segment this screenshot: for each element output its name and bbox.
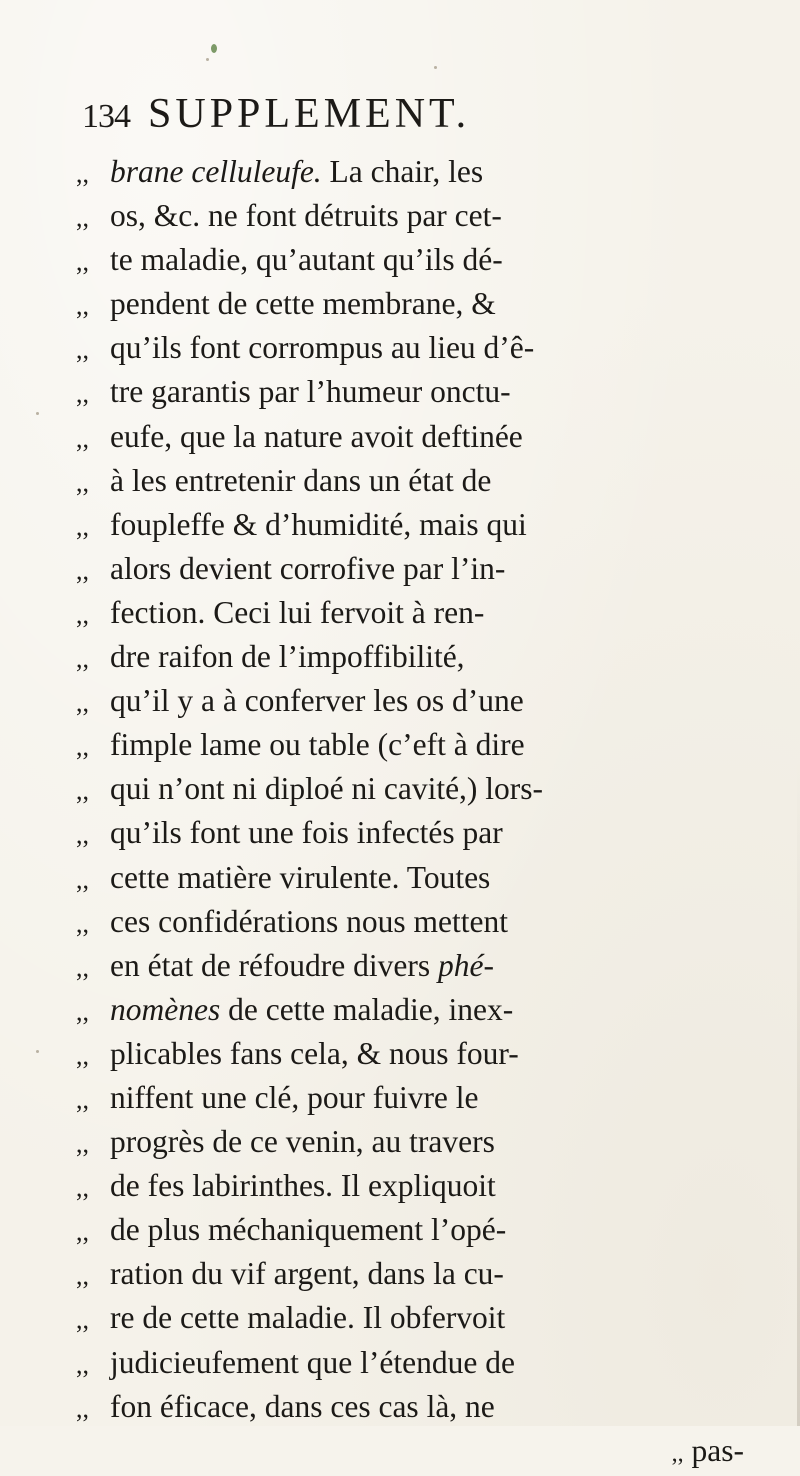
quotation-mark: ,, bbox=[76, 820, 89, 850]
line-text bbox=[110, 815, 503, 850]
quotation-mark: ,, bbox=[76, 1217, 89, 1247]
running-head: SUPPLEMENT. bbox=[148, 91, 471, 137]
catchword bbox=[76, 1429, 756, 1473]
text-line bbox=[76, 370, 756, 414]
quotation-mark: ,, bbox=[76, 1261, 89, 1291]
line-text bbox=[110, 948, 494, 983]
text-line bbox=[76, 1076, 756, 1120]
plain-text: os, &c. ne font détruits par cet- bbox=[110, 198, 502, 234]
plain-text: La chair, les bbox=[321, 154, 484, 189]
quotation-mark: ,, bbox=[76, 732, 89, 762]
plain-text: qu’ils font une fois infectés par bbox=[110, 815, 503, 851]
line-text bbox=[110, 595, 484, 630]
quotation-mark: ,, bbox=[76, 1129, 89, 1159]
italic-term: phé- bbox=[437, 947, 494, 983]
plain-text: qu’ils font corrompus au lieu d’ê- bbox=[110, 330, 535, 366]
plain-text: de fes labirinthes. Il expliquoit bbox=[110, 1168, 496, 1204]
text-line bbox=[76, 194, 756, 238]
line-text bbox=[110, 860, 490, 895]
line-text bbox=[110, 683, 524, 718]
line-text bbox=[110, 1124, 495, 1159]
text-line bbox=[76, 1296, 756, 1340]
quotation-mark: ,, bbox=[76, 644, 89, 674]
line-text bbox=[110, 992, 513, 1027]
plain-text: pendent de cette membrane, & bbox=[110, 286, 496, 322]
quotation-mark: ,, bbox=[76, 1040, 89, 1070]
line-text bbox=[110, 1345, 515, 1380]
page-header bbox=[82, 90, 470, 138]
plain-text: en état de réfoudre divers bbox=[110, 947, 438, 983]
quotation-mark: ,, bbox=[76, 776, 89, 806]
quotation-mark: ,, bbox=[76, 159, 89, 188]
text-line bbox=[76, 1164, 756, 1208]
quotation-mark: ,, bbox=[76, 555, 89, 585]
text-line bbox=[76, 679, 756, 723]
quotation-mark: ,, bbox=[76, 1349, 89, 1379]
plain-text: plicables fans cela, & nous four- bbox=[110, 1035, 519, 1071]
text-line bbox=[76, 811, 756, 855]
line-text bbox=[110, 198, 502, 233]
line-text bbox=[110, 1300, 505, 1335]
quotation-mark: ,, bbox=[76, 467, 89, 497]
ink-speck bbox=[36, 1050, 39, 1053]
line-text bbox=[110, 727, 525, 762]
quotation-mark: ,, bbox=[76, 599, 89, 629]
quotation-mark: ,, bbox=[76, 247, 89, 277]
line-text bbox=[110, 551, 505, 586]
plain-text: eufe, que la nature avoit deftinée bbox=[110, 418, 523, 454]
text-line bbox=[76, 282, 756, 326]
text-line bbox=[76, 1120, 756, 1164]
ink-speck bbox=[206, 58, 209, 61]
quotation-mark: ,, bbox=[76, 1305, 89, 1335]
ink-speck bbox=[211, 44, 217, 53]
line-text bbox=[110, 1036, 519, 1071]
line-text bbox=[110, 507, 527, 542]
text-line bbox=[76, 1032, 756, 1076]
text-line bbox=[76, 547, 756, 591]
text-line bbox=[76, 635, 756, 679]
plain-text: fon éficace, dans ces cas là, ne bbox=[110, 1388, 495, 1424]
plain-text: dre raifon de l’impoffibilité, bbox=[110, 639, 465, 675]
plain-text: niffent une clé, pour fuivre le bbox=[110, 1079, 479, 1115]
plain-text: de plus méchaniquement l’opé- bbox=[110, 1212, 507, 1248]
line-text bbox=[110, 1389, 495, 1424]
plain-text: fection. Ceci lui fervoit à ren- bbox=[110, 594, 485, 630]
catchword-text: pas- bbox=[691, 1432, 744, 1468]
plain-text: à les entretenir dans un état de bbox=[110, 462, 492, 498]
line-text bbox=[110, 771, 543, 806]
plain-text: qu’il y a à conferver les os d’une bbox=[110, 683, 524, 719]
quotation-mark: ,, bbox=[76, 511, 89, 541]
quotation-mark: ,, bbox=[76, 996, 89, 1026]
plain-text: judicieufement que l’étendue de bbox=[110, 1344, 515, 1380]
line-text bbox=[110, 286, 496, 321]
italic-term: brane celluleufe. bbox=[110, 154, 322, 189]
plain-text: foupleffe & d’humidité, mais qui bbox=[110, 506, 527, 542]
text-line bbox=[76, 988, 756, 1032]
line-text bbox=[110, 419, 523, 454]
line-text bbox=[110, 1168, 496, 1203]
text-line bbox=[76, 944, 756, 988]
quotation-mark: ,, bbox=[76, 1393, 89, 1423]
plain-text: ces confidérations nous mettent bbox=[110, 903, 509, 939]
ink-speck bbox=[36, 412, 39, 415]
text-line bbox=[76, 1208, 756, 1252]
text-line bbox=[76, 1385, 756, 1429]
line-text bbox=[110, 1256, 504, 1291]
plain-text: te maladie, qu’autant qu’ils dé- bbox=[110, 242, 503, 278]
line-text bbox=[110, 330, 534, 365]
line-text bbox=[110, 154, 483, 189]
plain-text: alors devient corrofive par l’in- bbox=[110, 550, 506, 586]
line-text bbox=[110, 242, 503, 277]
line-text bbox=[110, 463, 491, 498]
ink-speck bbox=[434, 66, 437, 69]
line-text bbox=[110, 1212, 506, 1247]
text-line bbox=[76, 459, 756, 503]
quotation-mark: ,, bbox=[76, 291, 89, 321]
text-line bbox=[76, 900, 756, 944]
quotation-mark: ,, bbox=[671, 1440, 684, 1467]
plain-text: tre garantis par l’humeur onctu- bbox=[110, 374, 511, 410]
text-line bbox=[76, 591, 756, 635]
plain-text: ration du vif argent, dans la cu- bbox=[110, 1256, 504, 1292]
text-line bbox=[76, 856, 756, 900]
text-line bbox=[76, 1252, 756, 1296]
quotation-mark: ,, bbox=[76, 864, 89, 894]
quotation-mark: ,, bbox=[76, 1173, 89, 1203]
quotation-mark: ,, bbox=[76, 952, 89, 982]
plain-text: de cette maladie, inex- bbox=[220, 991, 514, 1027]
text-line bbox=[76, 1341, 756, 1385]
quotation-mark: ,, bbox=[76, 203, 89, 233]
plain-text: cette matière virulente. Toutes bbox=[110, 859, 491, 895]
quotation-mark: ,, bbox=[76, 908, 89, 938]
plain-text: re de cette maladie. Il obfervoit bbox=[110, 1300, 506, 1336]
text-line bbox=[76, 238, 756, 282]
plain-text: fimple lame ou table (c’eft à dire bbox=[110, 727, 525, 763]
line-text bbox=[110, 374, 511, 409]
italic-term: nomènes bbox=[110, 991, 221, 1027]
text-line bbox=[76, 503, 756, 547]
quotation-mark: ,, bbox=[76, 1084, 89, 1114]
plain-text: qui n’ont ni diploé ni cavité,) lors- bbox=[110, 771, 544, 807]
text-line bbox=[76, 767, 756, 811]
body-text bbox=[76, 150, 756, 1473]
quotation-mark: ,, bbox=[76, 379, 89, 409]
quotation-mark: ,, bbox=[76, 688, 89, 718]
page-number: 134 bbox=[82, 98, 130, 135]
quotation-mark: ,, bbox=[76, 423, 89, 453]
line-text bbox=[110, 639, 465, 674]
line-text bbox=[110, 1080, 479, 1115]
line-text bbox=[110, 904, 508, 939]
quotation-mark: ,, bbox=[76, 335, 89, 365]
text-line bbox=[76, 326, 756, 370]
text-line bbox=[76, 150, 756, 194]
text-line bbox=[76, 415, 756, 459]
plain-text: progrès de ce venin, au travers bbox=[110, 1124, 495, 1160]
text-line bbox=[76, 723, 756, 767]
